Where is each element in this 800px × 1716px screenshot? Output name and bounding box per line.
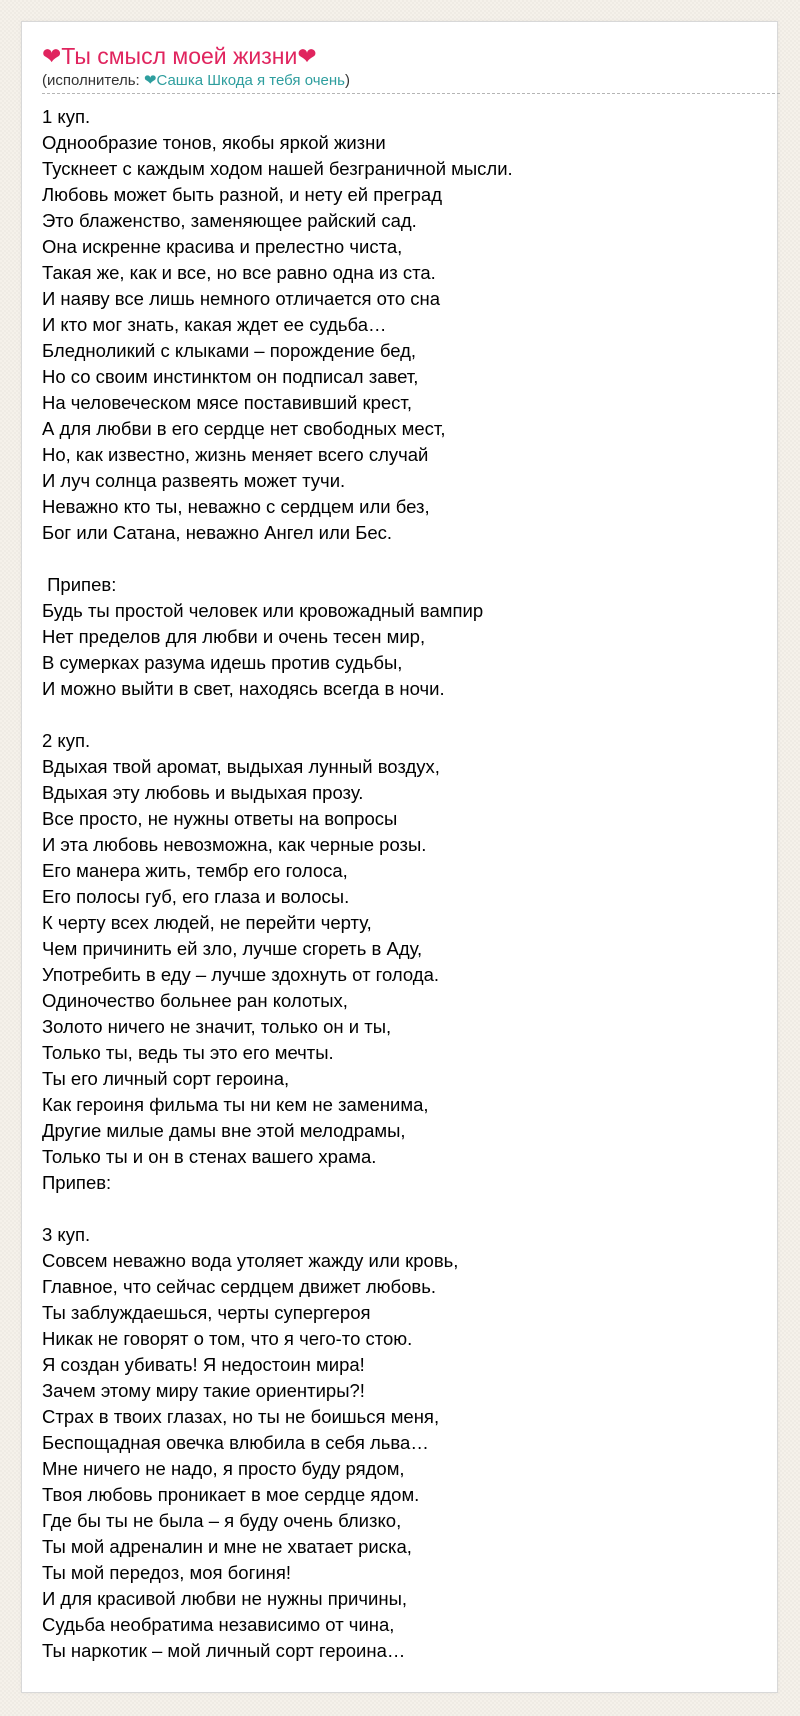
blank-line: [42, 1196, 762, 1222]
lyric-line: И наяву все лишь немного отличается ото сна: [42, 288, 441, 309]
heart-icon: ❤: [143, 72, 157, 89]
lyric-line: Но, как известно, жизнь меняет всего случай: [42, 444, 429, 465]
lyric-line: Но со своим инстинктом он подписал завет,: [42, 366, 419, 387]
song-title: [42, 42, 317, 70]
lyric-line: 1 куп.: [42, 106, 91, 127]
lyric-line: Любовь может быть разной, и нету ей преград: [42, 184, 442, 205]
blank-line: [42, 546, 762, 572]
lyric-line: Одиночество больнее ран колотых,: [42, 990, 348, 1011]
lyrics-text: [42, 104, 762, 1664]
lyric-line: Его полосы губ, его глаза и волосы.: [42, 886, 350, 907]
lyric-line: Золото ничего не значит, только он и ты,: [42, 1016, 392, 1037]
lyric-line: Тускнеет с каждым ходом нашей безграничной мысли.: [42, 158, 513, 179]
lyric-line: И кто мог знать, какая ждет ее судьба…: [42, 314, 387, 335]
divider: [42, 93, 780, 94]
lyric-line: К черту всех людей, не перейти черту,: [42, 912, 372, 933]
lyric-line: Это блаженство, заменяющее райский сад.: [42, 210, 417, 231]
lyric-line: Я создан убивать! Я недостоин мира!: [42, 1354, 365, 1375]
lyric-line: Твоя любовь проникает в мое сердце ядом.: [42, 1484, 420, 1505]
performer-line: [42, 72, 350, 90]
lyric-line: Вдыхая твой аромат, выдыхая лунный воздух,: [42, 756, 440, 777]
lyric-line: Зачем этому миру такие ориентиры?!: [42, 1380, 365, 1401]
song-title-text: Ты смысл моей жизни: [61, 43, 298, 69]
lyric-line: Бог или Сатана, неважно Ангел или Бес.: [42, 522, 393, 543]
lyric-line: Страх в твоих глазах, но ты не боишься меня,: [42, 1406, 440, 1427]
lyric-line: 3 куп.: [42, 1224, 91, 1245]
lyric-line: Вдыхая эту любовь и выдыхая прозу.: [42, 782, 364, 803]
lyric-line: Ты заблуждаешься, черты супергероя: [42, 1302, 371, 1323]
lyric-line: Беспощадная овечка влюбила в себя льва…: [42, 1432, 429, 1453]
lyric-line: Она искренне красива и прелестно чиста,: [42, 236, 403, 257]
lyric-line: Где бы ты не была – я буду очень близко,: [42, 1510, 402, 1531]
lyric-line: Ты мой адреналин и мне не хватает риска,: [42, 1536, 412, 1557]
lyric-line: И для красивой любви не нужны причины,: [42, 1588, 408, 1609]
lyric-line: 2 куп.: [42, 730, 91, 751]
lyric-line: Главное, что сейчас сердцем движет любовь.: [42, 1276, 437, 1297]
lyric-line: Такая же, как и все, но все равно одна из ста.: [42, 262, 436, 283]
heart-icon: ❤: [42, 43, 62, 69]
performer-suffix: ): [344, 72, 350, 89]
performer-prefix: (исполнитель:: [42, 72, 144, 89]
lyrics-card: [21, 21, 778, 1693]
lyric-line: Употребить в еду – лучше здохнуть от голода.: [42, 964, 440, 985]
lyric-line: Чем причинить ей зло, лучше сгореть в Аду,: [42, 938, 423, 959]
lyric-line: В сумерках разума идешь против судьбы,: [42, 652, 403, 673]
lyric-line: Совсем неважно вода утоляет жажду или кровь,: [42, 1250, 459, 1271]
lyric-line: Никак не говорят о том, что я чего-то стою.: [42, 1328, 413, 1349]
lyric-line: Нет пределов для любви и очень тесен мир,: [42, 626, 426, 647]
lyric-line: Бледноликий с клыками – порождение бед,: [42, 340, 417, 361]
lyric-line: Только ты и он в стенах вашего храма.: [42, 1146, 377, 1167]
lyric-line: Как героиня фильма ты ни кем не заменима,: [42, 1094, 429, 1115]
lyric-line: Мне ничего не надо, я просто буду рядом,: [42, 1458, 405, 1479]
lyric-line: Будь ты простой человек или кровожадный вампир: [42, 600, 484, 621]
lyric-line: Ты его личный сорт героина,: [42, 1068, 290, 1089]
lyric-line: И можно выйти в свет, находясь всегда в ночи.: [42, 678, 445, 699]
lyric-line: Другие милые дамы вне этой мелодрамы,: [42, 1120, 406, 1141]
lyric-line: Припев:: [42, 1172, 112, 1193]
blank-line: [42, 702, 762, 728]
lyric-line: Его манера жить, тембр его голоса,: [42, 860, 348, 881]
lyric-line: А для любви в его сердце нет свободных мест,: [42, 418, 446, 439]
performer-name: Сашка Шкода я тебя очень: [156, 72, 345, 89]
lyric-line: Ты мой передоз, моя богиня!: [42, 1562, 292, 1583]
lyric-line: Все просто, не нужны ответы на вопросы: [42, 808, 398, 829]
lyric-line: Припев:: [42, 574, 117, 595]
heart-icon: ❤: [297, 43, 317, 69]
performer-link[interactable]: [144, 72, 345, 89]
lyric-line: И луч солнца развеять может тучи.: [42, 470, 346, 491]
lyric-line: Неважно кто ты, неважно с сердцем или без,: [42, 496, 430, 517]
lyric-line: И эта любовь невозможна, как черные розы.: [42, 834, 427, 855]
lyric-line: Однообразие тонов, якобы яркой жизни: [42, 132, 386, 153]
lyric-line: Только ты, ведь ты это его мечты.: [42, 1042, 334, 1063]
lyric-line: На человеческом мясе поставивший крест,: [42, 392, 412, 413]
lyric-line: Судьба необратима независимо от чина,: [42, 1614, 395, 1635]
lyric-line: Ты наркотик – мой личный сорт героина…: [42, 1640, 406, 1661]
